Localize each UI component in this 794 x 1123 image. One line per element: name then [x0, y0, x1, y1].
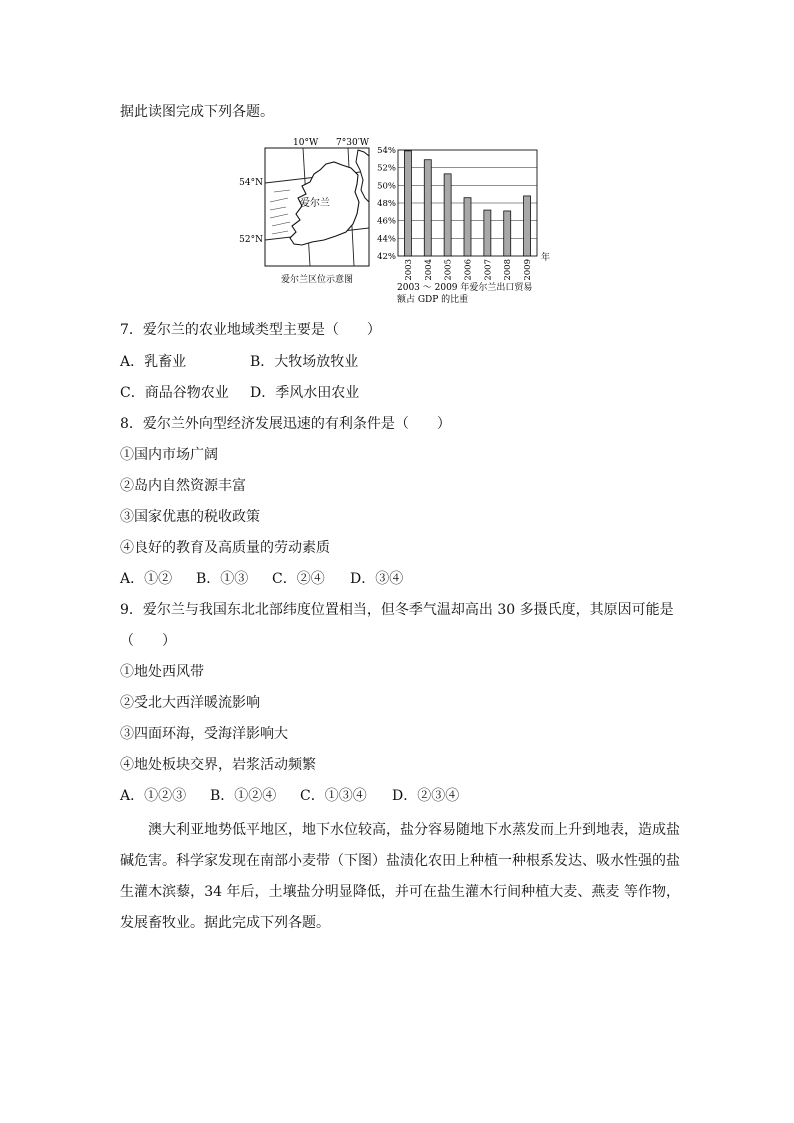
lat-label-54n: 54°N	[239, 178, 263, 188]
y-tick-label: 48%	[377, 199, 396, 209]
q9-option-d[interactable]: D．②③④	[392, 788, 460, 804]
ireland-location-map	[239, 138, 370, 285]
x-tick-label-2005: 2005	[443, 259, 454, 281]
intro-text: 据此读图完成下列各题。	[120, 104, 274, 120]
lon-label-7-30w: 7°30′W	[336, 138, 369, 148]
y-tick-label: 44%	[377, 234, 396, 245]
q9-item-3: ③四面环海，受海洋影响大	[120, 726, 288, 742]
x-tick-label-2003: 2003	[403, 259, 414, 281]
q8-item-1: ①国内市场广阔	[120, 447, 218, 463]
q8-option-b[interactable]: B．①③	[196, 571, 249, 587]
bar-2006	[464, 198, 471, 256]
q9-stem-line2: （ ）	[120, 633, 176, 649]
q9-item-1: ①地处西风带	[120, 664, 204, 680]
q8-stem: 8．爱尔兰外向型经济发展迅速的有利条件是（ ）	[120, 416, 451, 432]
y-tick-label: 54%	[377, 146, 396, 156]
lat-label-52n: 52°N	[239, 235, 263, 245]
q9-item-4: ④地处板块交界，岩浆活动频繁	[120, 757, 316, 773]
q9-stem-line1: 9．爱尔兰与我国东北北部纬度位置相当，但冬季气温却高出 30 多摄氏度，其原因可能是	[120, 602, 674, 618]
x-tick-label-2008: 2008	[503, 259, 514, 281]
x-tick-label-2006: 2006	[463, 259, 474, 281]
q9-option-a[interactable]: A．①②③	[120, 788, 187, 804]
q7-option-b[interactable]: B．大牧场放牧业	[250, 354, 359, 370]
q8-option-d[interactable]: D．③④	[350, 571, 404, 587]
y-tick-label: 52%	[377, 163, 396, 174]
chart-bars	[404, 151, 530, 256]
q7-option-c[interactable]: C．商品谷物农业	[120, 385, 229, 401]
bar-2007	[484, 210, 491, 256]
q8-item-4: ④良好的教育及高质量的劳动素质	[120, 540, 330, 556]
y-tick-label: 46%	[377, 216, 396, 227]
bar-2009	[524, 196, 531, 256]
chart-y-tick-labels	[377, 146, 396, 262]
q9-option-c[interactable]: C．①③④	[300, 788, 367, 804]
x-tick-label-2009: 2009	[523, 259, 534, 281]
q8-item-2: ②岛内自然资源丰富	[120, 478, 246, 494]
x-tick-label-2004: 2004	[423, 259, 434, 281]
q8-item-3: ③国家优惠的税收政策	[120, 509, 260, 525]
q7-stem: 7．爱尔兰的农业地域类型主要是（ ）	[120, 322, 381, 338]
passage-paragraph	[120, 815, 680, 939]
q7-option-d[interactable]: D．季风水田农业	[250, 385, 360, 401]
figure	[230, 132, 560, 307]
y-tick-label: 50%	[377, 181, 396, 192]
q9-item-2: ②受北大西洋暖流影响	[120, 695, 260, 711]
q9-option-b[interactable]: B．①②④	[210, 788, 277, 804]
q8-option-c[interactable]: C．②④	[272, 571, 325, 587]
map-caption: 爱尔兰区位示意图	[280, 275, 354, 285]
bar-2008	[504, 211, 511, 256]
country-label: 爱尔兰	[300, 198, 330, 209]
chart-title-line1: 2003 ～ 2009 年爱尔兰出口贸易	[397, 283, 533, 293]
lon-label-10w: 10°W	[293, 138, 319, 148]
bar-2004	[424, 160, 431, 256]
chart-title-line2: 额占 GDP 的比重	[397, 295, 469, 305]
y-tick-label: 42%	[377, 252, 396, 262]
export-ratio-bar-chart	[377, 146, 550, 305]
bar-2005	[444, 174, 451, 256]
chart-x-tick-labels	[404, 259, 533, 281]
q8-option-a[interactable]: A．①②	[120, 571, 173, 587]
chart-x-unit: 年	[541, 253, 551, 263]
x-tick-label-2007: 2007	[483, 259, 494, 281]
bar-2003	[404, 151, 411, 256]
passage-text: 澳大利亚地势低平地区，地下水位较高，盐分容易随地下水蒸发而上升到地表，造成盐碱危害。科学家发现在南部小麦带（下图）盐渍化农田上种植一种根系发达、吸水性强的盐生灌木滨藜，34 年后，土壤盐分明显降低，并可在盐生灌木行间种植大麦、燕麦 等作物，发展畜牧业。据此完成下列各题。	[120, 822, 680, 931]
q7-option-a[interactable]: A．乳畜业	[120, 354, 187, 370]
